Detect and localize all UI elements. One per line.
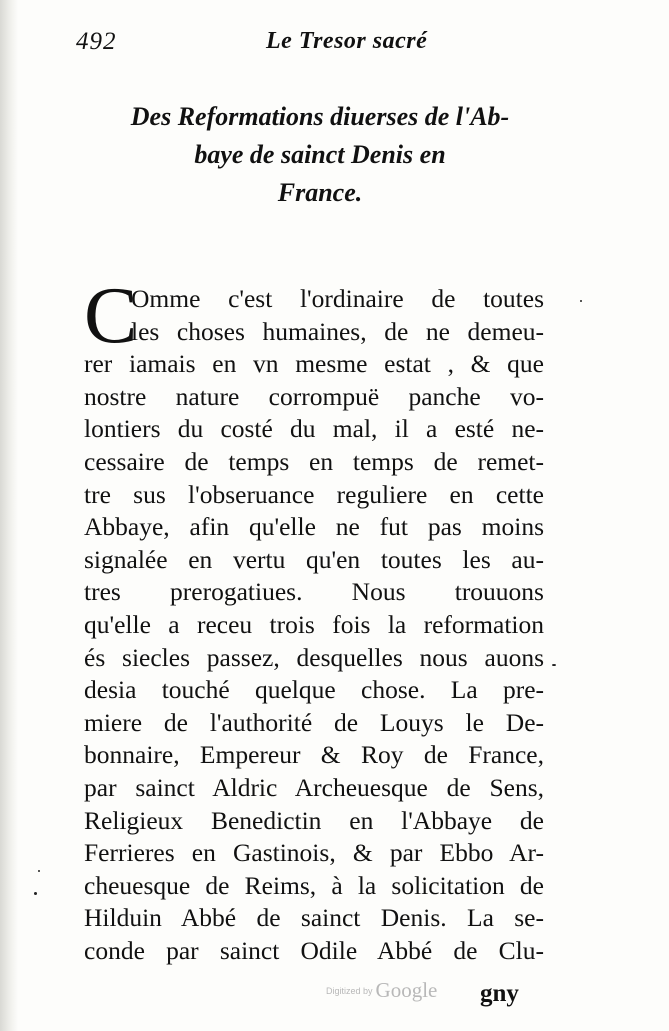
text-line: conde par sainct Odile Abbé de Clu- [84, 935, 544, 965]
chapter-heading [70, 98, 570, 212]
text-line: qu'elle a receu trois fois la reformation [84, 609, 544, 639]
chapter-heading-line: France. [277, 178, 363, 207]
text-line: Omme c'est l'ordinaire de toutes [131, 284, 544, 313]
text-line: Abbaye, afin qu'elle ne fut pas moins [84, 512, 544, 542]
drop-cap: C [84, 272, 138, 360]
watermark-small-text: Digitized by [326, 985, 373, 996]
text-line: Hilduin Abbé de sainct Denis. La se- [84, 903, 544, 933]
chapter-heading-line: baye de sainct Denis en [194, 140, 446, 169]
text-line: signalée en vertu qu'en toutes les au- [84, 544, 544, 574]
text-line: cheuesque de Reims, à la solicitation de [84, 870, 544, 900]
page-number: 492 [76, 28, 117, 55]
scan-speck [34, 892, 37, 895]
text-line: desia touché quelque chose. La pre- [84, 675, 544, 705]
chapter-heading-line: Des Reformations diuerses de l'Ab- [130, 102, 510, 131]
body-text [84, 272, 544, 967]
text-line: lontiers du costé du mal, il a esté ne- [84, 414, 544, 444]
text-line: Ferrieres en Gastinois, & par Ebbo Ar- [84, 838, 544, 868]
running-title: Le Tresor sacré [266, 28, 428, 54]
watermark-brand: Google [375, 978, 438, 1002]
catchword: gny [480, 980, 519, 1007]
text-line: rer iamais en vn mesme estat , & que [84, 349, 544, 379]
text-line: és siecles passez, desquelles nous auons [84, 642, 544, 672]
binding-shadow [0, 0, 18, 1031]
text-line: tres prerogatiues. Nous trouuons [84, 577, 544, 607]
scan-speck [38, 870, 40, 872]
text-line: par sainct Aldric Archeuesque de Sens, [84, 772, 544, 802]
scan-speck [580, 300, 582, 302]
digitized-watermark [326, 978, 437, 1003]
text-line: tre sus l'obseruance reguliere en cette [84, 479, 544, 509]
text-line: nostre nature corrompuë panche vo- [84, 381, 544, 411]
scan-speck [552, 664, 556, 666]
text-line: bonnaire, Empereur & Roy de France, [84, 740, 544, 770]
running-head [76, 28, 546, 62]
text-line: Religieux Benedictin en l'Abbaye de [84, 805, 544, 835]
text-line: miere de l'authorité de Louys le De- [84, 707, 544, 737]
text-line: cessaire de temps en temps de remet- [84, 446, 544, 476]
text-line: les choses humaines, de ne demeu- [131, 316, 544, 346]
